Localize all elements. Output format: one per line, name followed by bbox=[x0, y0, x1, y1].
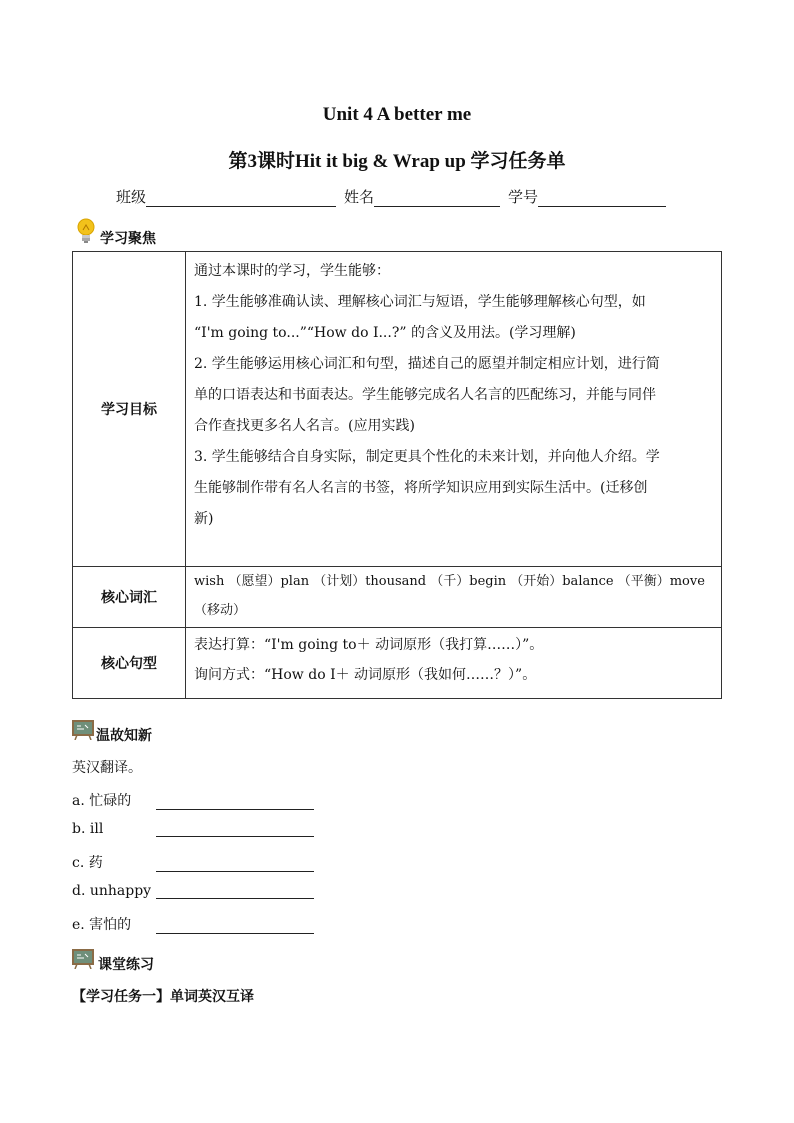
student-info-line bbox=[116, 186, 674, 207]
review-heading bbox=[72, 715, 152, 745]
translation-answer-blank[interactable] bbox=[156, 919, 314, 934]
vocab-row bbox=[73, 567, 722, 628]
translation-item-label: b. ill bbox=[72, 821, 104, 837]
objectives-line: 1. 学生能够准确认读、理解核心词汇与短语，学生能够理解核心句型，如 bbox=[194, 294, 646, 310]
objectives-row bbox=[73, 252, 722, 567]
objectives-line: 3. 学生能够结合自身实际，制定更具个性化的未来计划，并向他人介绍。学 bbox=[194, 449, 660, 465]
translation-item bbox=[72, 883, 314, 899]
focus-table bbox=[72, 251, 722, 699]
objectives-line: 通过本课时的学习，学生能够： bbox=[194, 263, 390, 279]
translation-item-label: e. 害怕的 bbox=[72, 917, 132, 933]
blackboard-icon bbox=[72, 949, 94, 969]
focus-heading-text: 学习聚焦 bbox=[100, 231, 156, 247]
blackboard-icon bbox=[72, 720, 94, 740]
review-heading-text: 温故知新 bbox=[96, 728, 152, 744]
translation-item bbox=[72, 914, 314, 934]
practice-heading bbox=[72, 944, 154, 974]
translation-item-label: c. 药 bbox=[72, 855, 103, 871]
sentence-line: 表达打算：“I'm going to＋ 动词原形（我打算……）”。 bbox=[194, 637, 544, 653]
vocab-line: （移动） bbox=[194, 603, 247, 618]
objectives-line: “I'm going to...”“How do I...?” 的含义及用法。(学习理解) bbox=[194, 325, 576, 341]
translation-item bbox=[72, 821, 314, 837]
review-instruction: 英汉翻译。 bbox=[72, 760, 142, 776]
sentence-label: 核心句型 bbox=[73, 628, 186, 699]
objectives-line: 新) bbox=[194, 511, 214, 527]
lightbulb-icon bbox=[76, 218, 96, 246]
class-blank[interactable] bbox=[146, 190, 336, 207]
number-label: 学号 bbox=[508, 188, 539, 206]
translation-item-label: a. 忙碌的 bbox=[72, 793, 132, 809]
objectives-line: 2. 学生能够运用核心词汇和句型，描述自己的愿望并制定相应计划，进行简 bbox=[194, 356, 660, 372]
translation-item bbox=[72, 790, 314, 810]
class-label: 班级 bbox=[116, 188, 147, 206]
translation-answer-blank[interactable] bbox=[156, 857, 314, 872]
practice-heading-text: 课堂练习 bbox=[98, 957, 154, 973]
translation-item-label: d. unhappy bbox=[72, 883, 152, 899]
sentence-row bbox=[73, 628, 722, 699]
translation-answer-blank[interactable] bbox=[156, 822, 314, 837]
sentence-content bbox=[186, 628, 722, 699]
vocab-content bbox=[186, 567, 722, 628]
translation-answer-blank[interactable] bbox=[156, 884, 314, 899]
translation-answer-blank[interactable] bbox=[156, 795, 314, 810]
name-label: 姓名 bbox=[344, 188, 375, 206]
objectives-content bbox=[186, 252, 722, 567]
objectives-line: 生能够制作带有名人名言的书签，将所学知识应用到实际生活中。(迁移创 bbox=[194, 480, 648, 496]
focus-heading bbox=[76, 216, 156, 248]
objectives-line: 合作查找更多名人名言。(应用实践) bbox=[194, 418, 415, 434]
sentence-line: 询问方式：“How do I＋ 动词原形（我如何……？）”。 bbox=[194, 667, 537, 683]
objectives-label: 学习目标 bbox=[73, 252, 186, 567]
number-blank[interactable] bbox=[538, 190, 666, 207]
objectives-line: 单的口语表达和书面表达。学生能够完成名人名言的匹配练习，并能与同伴 bbox=[194, 387, 656, 403]
vocab-line: wish （愿望）plan （计划）thousand （千）begin （开始）balance （平衡）move bbox=[194, 574, 705, 589]
translation-item bbox=[72, 852, 314, 872]
lesson-title: 第3课时Hit it big & Wrap up 学习任务单 bbox=[228, 151, 566, 172]
vocab-label: 核心词汇 bbox=[73, 567, 186, 628]
unit-title: Unit 4 A better me bbox=[322, 104, 472, 125]
name-blank[interactable] bbox=[374, 190, 500, 207]
task-title: 【学习任务一】单词英汉互译 bbox=[72, 989, 254, 1005]
